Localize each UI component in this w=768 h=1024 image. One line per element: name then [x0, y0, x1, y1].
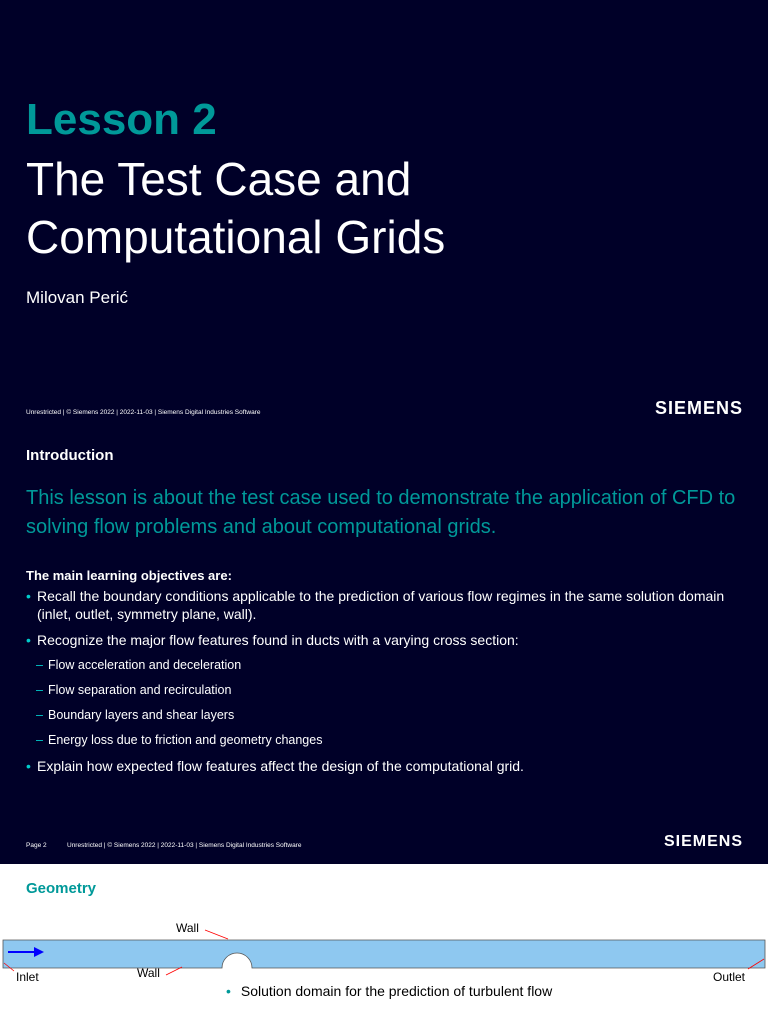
- sub-item-text: Boundary layers and shear layers: [48, 708, 235, 722]
- slide-heading: Introduction: [26, 447, 114, 464]
- diagram-caption: [226, 983, 552, 999]
- title-slide: [0, 0, 768, 432]
- dash-icon: –: [36, 658, 43, 672]
- wall-label-bottom: Wall: [137, 966, 160, 980]
- dash-icon: –: [36, 733, 43, 747]
- list-item: [26, 631, 746, 649]
- title-line-2: Computational Grids: [26, 211, 446, 263]
- title-line-1: The Test Case and: [26, 153, 412, 205]
- siemens-logo: SIEMENS: [654, 398, 743, 418]
- sub-list-item: [26, 682, 746, 698]
- introduction-slide: [0, 432, 768, 864]
- bullet-icon: •: [226, 983, 231, 999]
- footer-text: Unrestricted | © Siemens 2022 | 2022-11-03 | Siemens Digital Industries Software: [67, 842, 302, 849]
- sub-item-text: Flow acceleration and deceleration: [48, 658, 242, 672]
- wall-label-top: Wall: [176, 921, 199, 935]
- caption-text: Solution domain for the prediction of turbulent flow: [240, 983, 553, 999]
- inlet-label: Inlet: [16, 970, 39, 984]
- list-item-text: Explain how expected flow features affect the design of the computational grid.: [37, 758, 524, 774]
- objectives-title: The main learning objectives are:: [26, 568, 232, 583]
- list-item-text: Recall the boundary conditions applicable to the prediction of various flow regimes in the same solution domain (inlet, outlet, symmetry plane, wall).: [37, 588, 725, 622]
- wall-top-leader: [205, 930, 228, 939]
- sub-item-text: Flow separation and recirculation: [48, 683, 232, 697]
- bullet-icon: •: [26, 588, 31, 604]
- author-name: Milovan Perić: [26, 288, 129, 307]
- page-number: Page 2: [26, 842, 47, 849]
- dash-icon: –: [36, 708, 43, 722]
- lesson-label: Lesson 2: [26, 95, 217, 144]
- list-item: [26, 587, 746, 623]
- list-item: [26, 757, 746, 775]
- slide-heading: Geometry: [26, 880, 97, 897]
- sub-list-item: [26, 732, 746, 748]
- footer-text: Unrestricted | © Siemens 2022 | 2022-11-03 | Siemens Digital Industries Software: [26, 409, 261, 416]
- sub-list-item: [26, 707, 746, 723]
- siemens-logo: SIEMENS: [663, 833, 743, 850]
- outlet-label: Outlet: [713, 970, 746, 984]
- list-item-text: Recognize the major flow features found in ducts with a varying cross section:: [37, 632, 519, 648]
- bullet-icon: •: [26, 758, 31, 774]
- geometry-slide: [0, 864, 768, 1024]
- dash-icon: –: [36, 683, 43, 697]
- sub-item-text: Energy loss due to friction and geometry changes: [48, 733, 323, 747]
- lesson-title: [26, 150, 445, 266]
- channel-domain: [3, 940, 765, 968]
- sub-list-item: [26, 657, 746, 673]
- bullet-icon: •: [26, 632, 31, 648]
- solution-domain-diagram: [0, 919, 768, 979]
- lead-paragraph: This lesson is about the test case used to demonstrate the application of CFD to solving flow problems and about computational grids.: [26, 487, 736, 538]
- objectives-list: [26, 587, 746, 783]
